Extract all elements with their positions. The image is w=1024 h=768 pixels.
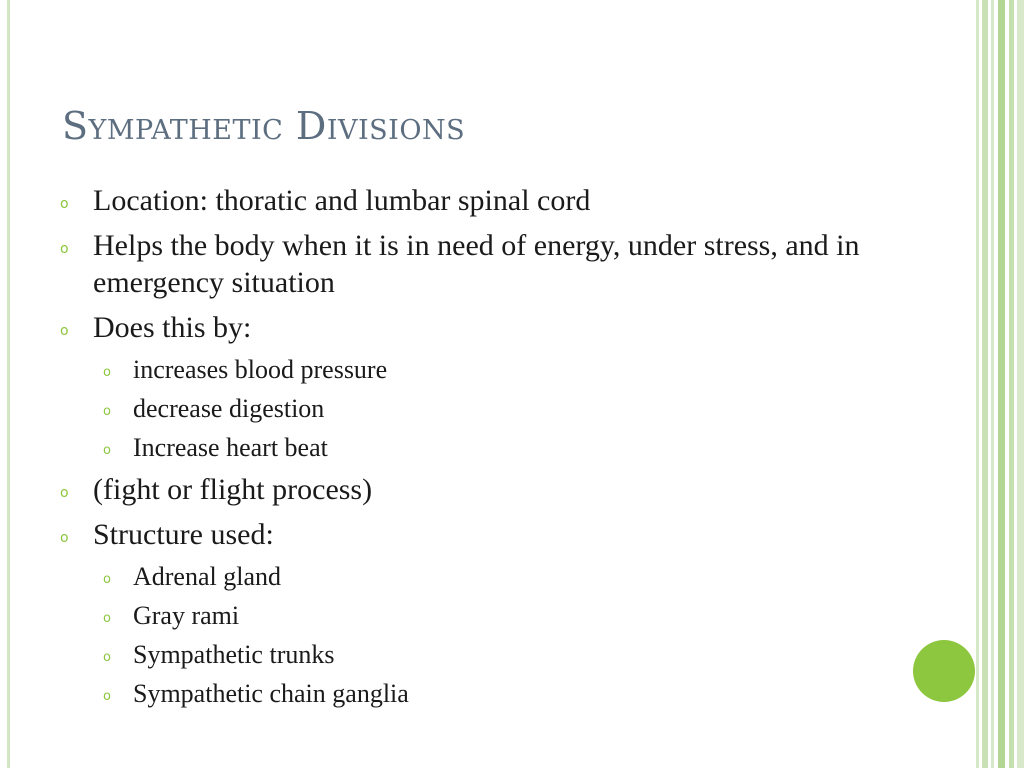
bullet-marker-icon: o	[60, 485, 69, 501]
sub-bullet-item	[60, 600, 900, 632]
bullet-marker-icon: o	[60, 196, 69, 212]
stripe	[1009, 0, 1014, 768]
bullet-item	[60, 309, 900, 346]
slide-title: Sympathetic Divisions	[62, 104, 466, 148]
bullet-text: decrease digestion	[133, 394, 325, 423]
bullet-item	[60, 227, 900, 301]
bullet-text: (fight or flight process)	[93, 473, 373, 506]
bullet-marker-icon: o	[103, 689, 111, 704]
bullet-item	[60, 182, 900, 219]
bullet-text: Gray rami	[133, 601, 240, 630]
bullet-text: Sympathetic trunks	[133, 640, 335, 669]
bullet-item	[60, 516, 900, 553]
bullet-marker-icon: o	[103, 365, 111, 380]
sub-bullet-item	[60, 561, 900, 593]
right-decorative-stripes	[976, 0, 1024, 768]
bullet-marker-icon: o	[103, 404, 111, 419]
bullet-text: Location: thoratic and lumbar spinal cord	[93, 184, 591, 217]
left-border-line	[7, 0, 10, 768]
bullet-text: Sympathetic chain ganglia	[133, 679, 409, 708]
stripe	[1017, 0, 1024, 768]
bullet-marker-icon: o	[103, 572, 111, 587]
sub-bullet-item	[60, 354, 900, 386]
bullet-marker-icon: o	[60, 530, 69, 546]
bullet-marker-icon: o	[103, 443, 111, 458]
green-circle-decoration	[913, 640, 975, 702]
bullet-marker-icon: o	[103, 650, 111, 665]
bullet-text: increases blood pressure	[133, 355, 388, 384]
bullet-text: Adrenal gland	[133, 562, 282, 591]
sub-bullet-item	[60, 432, 900, 464]
stripe	[998, 0, 1005, 768]
stripe	[982, 0, 988, 768]
stripe	[976, 0, 979, 768]
bullet-marker-icon: o	[60, 241, 69, 257]
sub-bullet-item	[60, 393, 900, 425]
bullet-text: Increase heart beat	[133, 433, 328, 462]
bullet-text: Structure used:	[93, 518, 274, 551]
bullet-marker-icon: o	[60, 323, 69, 339]
sub-bullet-item	[60, 678, 900, 710]
sub-bullet-item	[60, 639, 900, 671]
bullet-marker-icon: o	[103, 611, 111, 626]
bullet-text: Does this by:	[93, 311, 252, 344]
stripe	[991, 0, 994, 768]
bullet-list	[60, 182, 900, 717]
bullet-text: Helps the body when it is in need of energy, under stress, and in emergency situation	[93, 229, 860, 299]
bullet-item	[60, 471, 900, 508]
